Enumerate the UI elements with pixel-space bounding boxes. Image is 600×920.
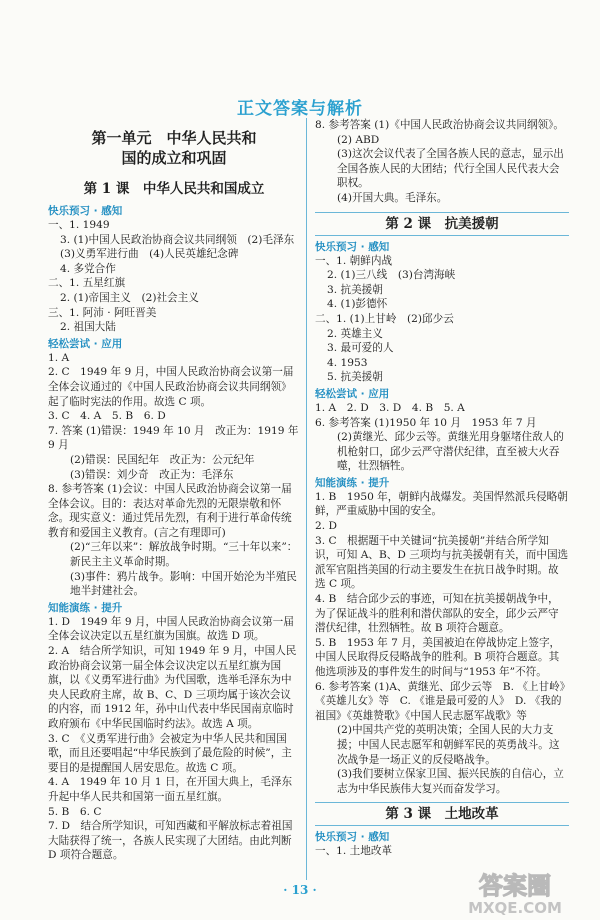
answer-line: (3)这次会议代表了全国各族人民的意志，显示出全国各族人民的大团结；代行全国人民代表大会职权。: [337, 148, 564, 190]
section-heading: 知能演练 · 提升: [315, 476, 390, 489]
answer-line: 3. C 4. A 5. B 6. D: [48, 410, 166, 423]
left-column: [48, 118, 305, 863]
answer-line: (2) ABD: [337, 133, 380, 146]
answer-line: (2)黄继光、邱少云等。黄继光用身躯堵住敌人的机枪射口，邱少云严守潜伏纪律，直至被大火吞噬，壮烈牺牲。: [337, 431, 564, 473]
section-heading: 快乐预习 · 感知: [315, 831, 390, 844]
answer-line: 7. 答案 (1)错误：1949 年 10 月 改正为：1919 年 9 月: [48, 424, 302, 452]
answer-line: 1. D 1949 年 9 月，中国人民政治协商会议第一届全体会议决定以五星红旗为国旗。故选 D 项。: [48, 615, 294, 643]
answer-line: (3)事件：鸦片战争。影响：中国开始沦为半殖民地半封建社会。: [70, 570, 297, 598]
answer-line: 7. D 结合所学知识，可知西藏和平解放标志着祖国大陆获得了统一，各族人民实现了大团结。由此判断 D 项符合题意。: [48, 820, 296, 862]
answer-line: 二、1. (1)上甘岭 (2)邱少云: [315, 312, 454, 325]
lesson-title: 第 3 课 土地改革: [315, 802, 569, 826]
column-divider: [306, 118, 307, 880]
section-heading: 快乐预习 · 感知: [48, 205, 123, 217]
answer-line: 三、1. 阿沛 · 阿旺晋美: [48, 306, 157, 319]
page-title: 正文答案与解析: [237, 99, 363, 119]
answer-line: (4)开国大典。毛泽东。: [337, 191, 448, 204]
lesson-title: 第 1 课 中华人民共和国成立: [83, 181, 265, 197]
section-heading: 快乐预习 · 感知: [315, 240, 390, 253]
answer-line: 6. 参考答案 (1)1950 年 10 月 1953 年 7 月: [315, 416, 537, 429]
section-heading: 知能演练 · 提升: [48, 601, 123, 614]
answer-line: 3. (1)中国人民政治协商会议共同纲领 (2)毛泽东 (3)义勇军进行曲 (4)人民英雄纪念碑: [60, 233, 305, 261]
answer-line: (2)中国共产党的英明决策；全国人民的大力支援；中国人民志愿军和朝鲜军民的英勇战斗。这次战争是一场正义的反侵略战争。: [337, 724, 560, 766]
answer-line: 2. 祖国大陆: [60, 321, 116, 334]
answer-line: 一、1. 1949: [48, 219, 110, 231]
answer-line: 2. (1)三八线 (3)台湾海峡: [327, 269, 456, 282]
answer-line: 4. (1)彭德怀: [327, 298, 388, 311]
watermark-line2: MXQE.COM: [468, 899, 562, 917]
section-heading: 轻松尝试 · 应用: [315, 387, 390, 400]
section-heading: 轻松尝试 · 应用: [48, 337, 123, 350]
answer-line: 4. B 结合邱少云的事迹，可知在抗美援朝战争中，为了保证战斗的胜利和潜伏部队的安全，邱少云严守潜伏纪律，壮烈牺牲。故 B 项符合题意。: [315, 593, 559, 635]
answer-line: 4. 多党合作: [60, 262, 116, 275]
answer-line: (2)“三年以来”：解放战争时期。“三十年以来”：新民主主义革命时期。: [70, 541, 298, 569]
answer-line: 3. 最可爱的人: [327, 342, 394, 355]
answer-line: (3)错误：刘少奇 改正为：毛泽东: [70, 468, 234, 481]
answer-line: 1. A: [48, 351, 70, 364]
answer-line: 1. A 2. D 3. D 4. B 5. A: [315, 401, 465, 414]
page-number: · 13 ·: [283, 883, 317, 897]
answer-line: 6. 参考答案 (1)A、黄继光、邱少云等 B. 《上甘岭》《英雄儿女》等 C. 《谁是最可爱的人》 D. 《我的祖国》《英雄赞歌》《中国人民志愿军战歌》等: [315, 680, 565, 722]
watermark-line1: 答案圈: [479, 872, 551, 900]
answer-line: 2. C 1949 年 9 月，中国人民政治协商会议第一届全体会议通过的《中国人民政治协商会议共同纲领》起了临时宪法的作用。故选 C 项。: [48, 366, 294, 408]
answer-line: 4. 1953: [327, 356, 368, 369]
right-column: [315, 118, 569, 859]
answer-line: 5. B 1953 年 7 月，美国被迫在停战协定上签字，中国人民取得反侵略战争的胜利。B 项符合题意。其他选项涉及的事件发生的时间与“1953 年”不符。: [315, 636, 561, 678]
answer-line: 8. 参考答案 (1)《中国人民政治协商会议共同纲领》。: [315, 119, 565, 131]
answer-line: 一、1. 朝鲜内战: [315, 254, 393, 267]
answer-line: 二、1. 五星红旗: [48, 277, 126, 290]
answer-line: 5. 抗美援朝: [327, 371, 383, 384]
answer-line: 5. B 6. C: [48, 805, 102, 818]
answer-line: 3. 抗美援朝: [327, 283, 383, 296]
answer-line: 2. D: [315, 520, 337, 533]
answer-line: 2. (1)帝国主义 (2)社会主义: [60, 291, 199, 304]
answer-line: (3)我们要树立保家卫国、振兴民族的自信心，立志为中华民族伟大复兴而奋发学习。: [337, 768, 564, 795]
answer-line: 一、1. 土地改革: [315, 845, 393, 858]
answer-line: 2. 英雄主义: [327, 327, 383, 340]
answer-line: 4. A 1949 年 10 月 1 日，在开国大典上，毛泽东升起中华人民共和国第一面五星红旗。: [48, 776, 293, 803]
answer-line: 8. 参考答案 (1)会议：中国人民政治协商会议第一届全体会议。目的：表达对革命先烈的无限崇敬和怀念。现实意义：通过凭吊先烈，有利于进行革命传统教育和爱国主义教育。(言之有理即可): [48, 483, 292, 539]
lesson-title: 第 2 课 抗美援朝: [315, 212, 569, 236]
answer-line: 2. A 结合所学知识，可知 1949 年 9 月，中国人民政治协商会议第一届全体会议决定以五星红旗为国旗，以《义勇军进行曲》为代国歌，选举毛泽东为中央人民政府主席，故 B、C、D 三项均属于该次会议的内容，而 1912 年，孙中山代表中华民国南京临时政府颁布《中华民国临时约法》。故选 A 项。: [48, 645, 297, 730]
answer-line: 1. B 1950 年，朝鲜内战爆发。美国悍然派兵侵略朝鲜，严重威胁中国的安全。: [315, 490, 568, 518]
unit-title: 第一单元 中华人民共和 国的成立和巩固: [91, 129, 257, 167]
watermark-logo: [440, 868, 590, 918]
answer-line: 3. C 《义勇军进行曲》会被定为中华人民共和国国歌，而且还要唱起“中华民族到了最危险的时候”，主要目的是提醒国人居安思危。故选 C 项。: [48, 732, 292, 774]
answer-line: 3. C 根据题干中关键词“抗美援朝”并结合所学知识，可知 A、B、D 三项均与抗美援朝有关，而中国选派军官阻挡美国的行动主要发生在抗日战争时期。故选 C 项。: [315, 534, 569, 591]
answer-line: (2)错误：民国纪年 改正为：公元纪年: [70, 453, 255, 466]
